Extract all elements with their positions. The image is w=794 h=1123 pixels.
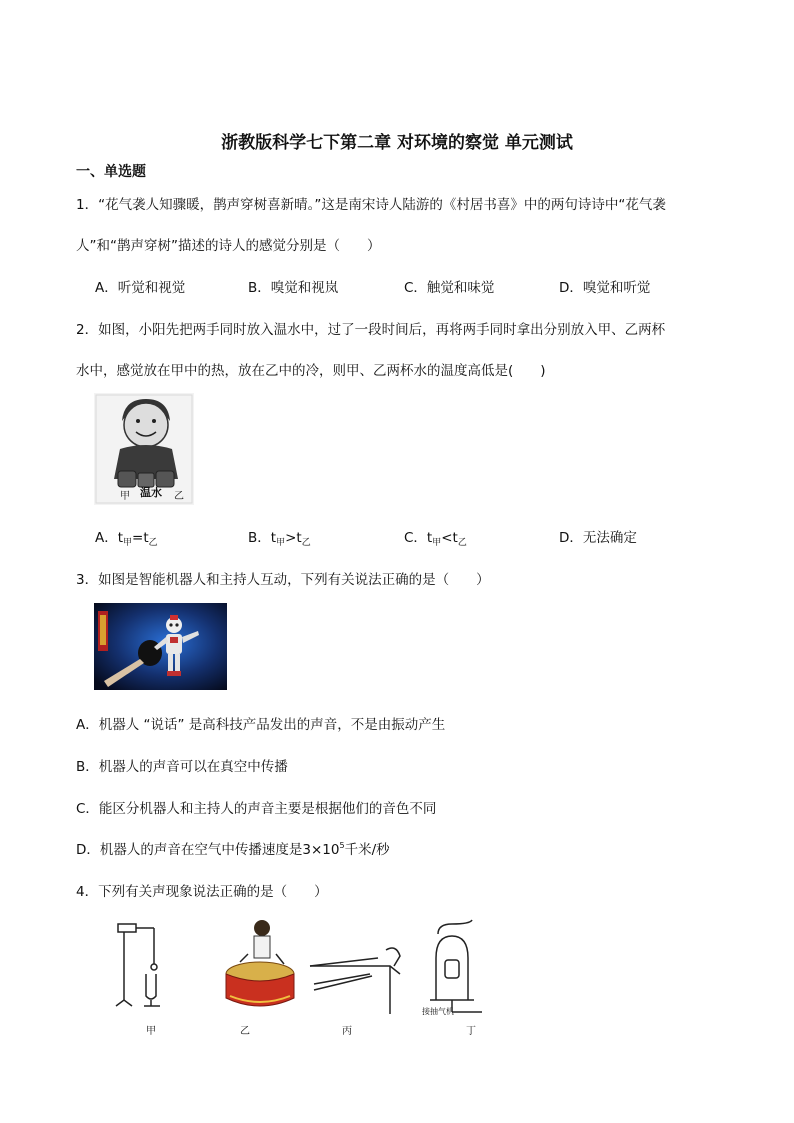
- q3-stem: 3．如图是智能机器人和主持人互动，下列有关说法正确的是（ ）: [76, 572, 490, 588]
- figure-label-jia: 甲: [146, 1026, 156, 1037]
- figure-label-yi: 乙: [240, 1026, 250, 1037]
- boy-warm-water-figure: [94, 393, 194, 505]
- q2-option-b[interactable]: B．$t_甲>t_乙$: [248, 530, 311, 548]
- robot-host-photo: [94, 603, 227, 690]
- q2-stem-line1: 2．如图，小阳先把两手同时放入温水中，过了一段时间后，再将两手同时拿出分别放入甲、乙两杯: [76, 322, 666, 338]
- tuning-fork-stand-icon: [116, 924, 160, 1006]
- ruler-table-icon: [310, 948, 400, 1014]
- q3-option-b[interactable]: B．机器人的声音可以在真空中传播: [76, 759, 288, 775]
- q1-option-d[interactable]: D．嗅觉和听觉: [559, 280, 651, 296]
- q4-stem: 4．下列有关声现象说法正确的是（ ）: [76, 884, 328, 900]
- cup-label-yi: 乙: [174, 491, 184, 502]
- q3-option-c[interactable]: C．能区分机器人和主持人的声音主要是根据他们的音色不同: [76, 801, 437, 817]
- q2-option-c[interactable]: C．$t_甲<t_乙$: [404, 530, 467, 548]
- pump-label: 接抽气机: [422, 1007, 454, 1016]
- sound-experiments-figure: [100, 914, 500, 1038]
- q1-stem-line1: 1．“花气袭人知骤暖，鹊声穿树喜新晴。”这是南宋诗人陆游的《村居书喜》中的两句诗诗中“花气袭: [76, 197, 666, 213]
- q1-option-b[interactable]: B．嗅觉和视岚: [248, 280, 339, 296]
- bell-jar-icon: [430, 920, 482, 1012]
- q1-option-a[interactable]: A．听觉和视觉: [95, 280, 186, 296]
- q1-option-c[interactable]: C．触觉和味觉: [404, 280, 495, 296]
- figure-label-bing: 丙: [342, 1026, 352, 1037]
- page-title: 浙教版科学七下第二章 对环境的察觉 单元测试: [221, 133, 573, 153]
- figure-label-ding: 丁: [466, 1026, 476, 1037]
- cup-label-warm-water: 温水: [140, 486, 162, 499]
- drum-player-icon: [226, 920, 294, 1006]
- q3-option-a[interactable]: A．机器人 “说话” 是高科技产品发出的声音，不是由振动产生: [76, 717, 446, 733]
- section-heading: 一、单选题: [76, 164, 146, 180]
- q2-stem-line2: 水中，感觉放在甲中的热，放在乙中的冷，则甲、乙两杯水的温度高低是( ): [76, 363, 546, 379]
- cup-label-jia: 甲: [120, 491, 130, 502]
- q2-option-a[interactable]: A．$t_甲=t_乙$: [95, 530, 158, 548]
- q2-option-d[interactable]: D．无法确定: [559, 530, 637, 546]
- q3-option-d[interactable]: D．机器人的声音在空气中传播速度是$3\times 10^5$千米/秒: [76, 841, 390, 858]
- q1-stem-line2: 人”和“鹊声穿树”描述的诗人的感觉分别是（ ）: [76, 238, 381, 254]
